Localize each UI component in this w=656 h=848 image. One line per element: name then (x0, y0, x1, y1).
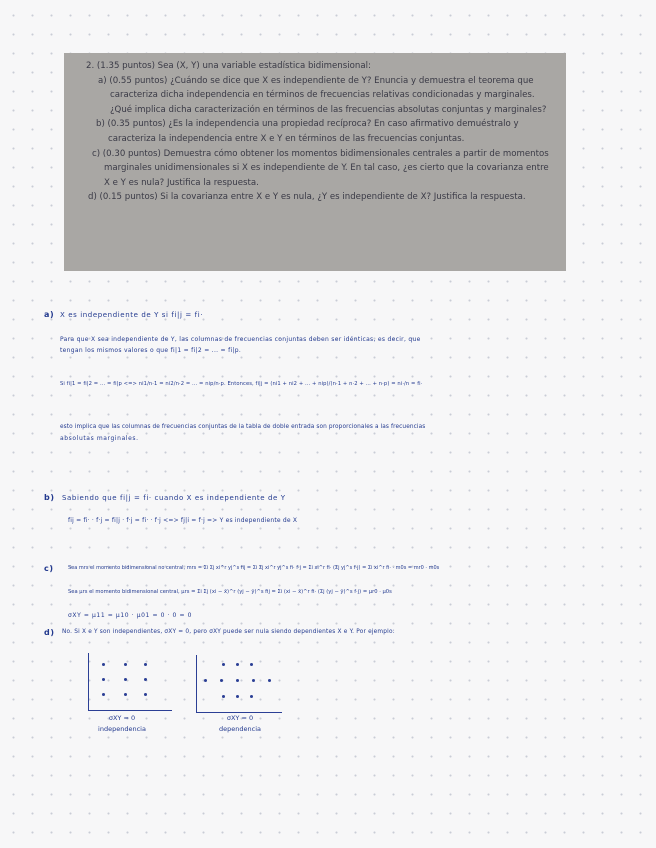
plot1-caption-cov: σXY = 0 (108, 714, 136, 722)
problem-part-c: c) (0.30 puntos) Demuestra cómo obtener los momentos bidimensionales centrales a partir de momentos marginales unidimensionales si X es independiente de Y. En tal caso, ¿es cierto que la covarianza entre X e Y es nula? Justifica la respuesta. (92, 148, 549, 188)
sketch-point (222, 663, 225, 666)
answer-d-line1: No. Si X e Y son independientes, σXY = 0, pero σXY puede ser nula siendo dependientes X e Y. Por ejemplo: (62, 629, 395, 635)
sketch-point (102, 693, 105, 696)
x-axis (196, 712, 282, 713)
sketch-point (144, 678, 147, 681)
problem-header: 2. (1.35 puntos) Sea (X, Y) una variable estadística bidimensional: (86, 61, 371, 71)
answer-c-line3: σXY = μ11 = μ10 · μ01 = 0 · 0 = 0 (68, 612, 192, 619)
x-axis (88, 710, 172, 711)
answer-a-label: a) (44, 310, 55, 319)
answer-a-line3: tengan los mismos valores o que fi|1 = fi|2 = ... = fi|p. (60, 347, 242, 354)
answer-d-label: d) (44, 628, 55, 637)
problem-statement-photo (64, 53, 566, 271)
sketch-point (220, 679, 223, 682)
problem-part-b: b) (0.35 puntos) ¿Es la independencia una propiedad recíproca? En caso afirmativo demuéstralo y caracteriza la independencia entre X e Y en términos de las frecuencias conjuntas. (96, 119, 519, 144)
answer-a-line5: esto implica que las columnas de frecuencias conjuntas de la tabla de doble entrada son proporcionales a las frecuencias (60, 424, 426, 430)
answer-a-line4: Si fi|1 = fi|2 = ... = fi|p <=> ni1/n·1 = ni2/n·2 = ... = nip/n·p. Entonces, fi|j = (ni1 + ni2 + ... + nip)/(n·1 + n·2 + ... + n·p) = ni·/n = fi· (60, 381, 423, 387)
answer-c-label: c) (44, 564, 54, 573)
sketch-point (236, 663, 239, 666)
sketch-point (124, 693, 127, 696)
answer-c-line1: Sea mrs el momento bidimensional no central, mrs = Σi Σj xi^r yj^s fij = Σi Σj xi^r yj^s fi· f·j = Σi xi^r fi· (Σj yj^s f·j) = Σi xi^r fi· · m0s = mr0 · m0s (68, 565, 440, 571)
answer-b-label: b) (44, 493, 55, 502)
answer-a-line2: Para que X sea independiente de Y, las columnas de frecuencias conjuntas deben ser idénticas, es decir, que (60, 336, 421, 343)
answer-c-line2: Sea μrs el momento bidimensional central, μrs = Σi Σj (xi − x̄)^r (yj − ȳ)^s fij = Σi (xi − x̄)^r fi· (Σj (yj − ȳ)^s f·j) = μr0 · μ0s (68, 589, 392, 595)
answer-b-line1: Sabiendo que fi|j = fi· cuando X es independiente de Y (62, 494, 286, 502)
sketch-point (250, 663, 253, 666)
answer-a-line1: X es independiente de Y si fi|j = fi· (60, 311, 204, 319)
sketch-point (204, 679, 207, 682)
sketch-point (236, 679, 239, 682)
sketch-point (102, 678, 105, 681)
problem-part-a: a) (0.55 puntos) ¿Cuándo se dice que X es independiente de Y? Enuncia y demuestra el teorema que caracteriza dicha independencia en términos de frecuencias relativas condicionadas y marginales. ¿Qué implica dicha caracterización en términos de las frecuencias absolutas conjuntas y marginales? (98, 75, 547, 115)
sketch-point (144, 663, 147, 666)
sketch-point (268, 679, 271, 682)
y-axis (196, 655, 197, 713)
sketch-point (124, 663, 127, 666)
sketch-point (250, 695, 253, 698)
sketch-point (102, 663, 105, 666)
plot2-caption-label: dependencia (219, 725, 261, 733)
sketch-point (124, 678, 127, 681)
plot2-caption-cov: σXY = 0 (226, 714, 254, 722)
y-axis (88, 653, 89, 711)
scatter-sketch-dependence (196, 655, 282, 713)
sketch-point (222, 695, 225, 698)
sketch-point (252, 679, 255, 682)
sketch-point (236, 695, 239, 698)
plot1-caption-label: independencia (98, 725, 146, 733)
scatter-sketch-independence (88, 653, 172, 711)
problem-part-d: d) (0.15 puntos) Si la covarianza entre X e Y es nula, ¿Y es independiente de X? Justifica la respuesta. (88, 192, 526, 203)
answer-b-line2: fij = fi· · f·j = fi|j · f·j = fi· · f·j <=> fj|i = f·j => Y es independiente de X (68, 517, 298, 524)
answer-a-line6: absolutas marginales. (60, 435, 139, 442)
sketch-point (144, 693, 147, 696)
